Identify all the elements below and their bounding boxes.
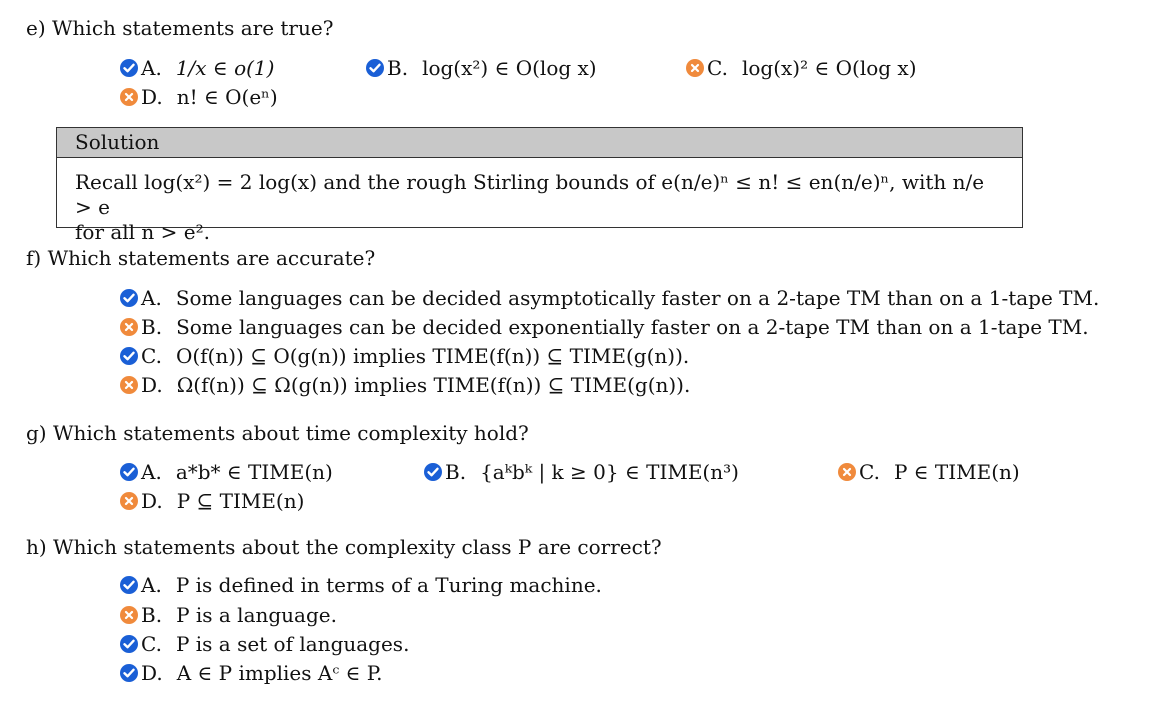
option-text: P ∈ TIME(n) <box>893 460 1020 484</box>
option-text: P is a language. <box>176 603 337 627</box>
option-text: log(x²) ∈ O(log x) <box>422 56 597 80</box>
option-h-c[interactable] <box>120 632 409 656</box>
check-icon <box>120 59 138 77</box>
cross-icon <box>120 606 138 624</box>
option-letter: C. <box>141 632 162 656</box>
solution-line-2: for all n > e². <box>75 220 210 244</box>
question-e-label: e) Which statements are true? <box>26 16 334 40</box>
option-letter: A. <box>141 460 162 484</box>
question-h-label: h) Which statements about the complexity class P are correct? <box>26 535 662 559</box>
option-letter: D. <box>141 373 163 397</box>
option-g-a[interactable] <box>120 460 333 484</box>
option-text: {aᵏbᵏ | k ≥ 0} ∈ TIME(n³) <box>480 460 739 484</box>
option-e-d[interactable] <box>120 85 278 109</box>
option-f-d[interactable] <box>120 373 690 397</box>
option-f-c[interactable] <box>120 344 689 368</box>
option-letter: A. <box>141 286 162 310</box>
option-text: n! ∈ O(eⁿ) <box>176 85 278 109</box>
cross-icon <box>120 376 138 394</box>
option-e-a[interactable] <box>120 56 274 80</box>
check-icon <box>120 635 138 653</box>
option-letter: D. <box>141 661 163 685</box>
option-f-a[interactable] <box>120 286 1099 310</box>
option-letter: D. <box>141 489 163 513</box>
option-letter: D. <box>141 85 163 109</box>
solution-body <box>57 158 1022 245</box>
question-g-label: g) Which statements about time complexity hold? <box>26 421 529 445</box>
option-letter: C. <box>141 344 162 368</box>
option-letter: C. <box>859 460 880 484</box>
option-text: Some languages can be decided asymptotically faster on a 2-tape TM than on a 1-tape TM. <box>175 286 1100 310</box>
option-letter: B. <box>141 315 163 339</box>
check-icon <box>120 576 138 594</box>
option-text: A ∈ P implies Aᶜ ∈ P. <box>176 661 383 685</box>
option-text: P ⊆ TIME(n) <box>176 489 305 513</box>
option-f-b[interactable] <box>120 315 1089 339</box>
check-icon <box>120 289 138 307</box>
option-e-b[interactable] <box>366 56 597 80</box>
cross-icon <box>838 463 856 481</box>
option-h-b[interactable] <box>120 603 337 627</box>
solution-box <box>56 127 1023 244</box>
option-text: Some languages can be decided exponentially faster on a 2-tape TM than on a 1-tape TM. <box>176 315 1089 339</box>
option-text: a*b* ∈ TIME(n) <box>175 460 333 484</box>
check-icon <box>120 463 138 481</box>
option-text: log(x)² ∈ O(log x) <box>741 56 917 80</box>
option-letter: A. <box>141 573 162 597</box>
option-letter: B. <box>445 460 467 484</box>
solution-title: Solution <box>57 128 1022 158</box>
cross-icon <box>120 88 138 106</box>
check-icon <box>120 347 138 365</box>
option-text: P is a set of languages. <box>175 632 410 656</box>
option-h-a[interactable] <box>120 573 602 597</box>
check-icon <box>366 59 384 77</box>
cross-icon <box>120 492 138 510</box>
option-g-b[interactable] <box>424 460 739 484</box>
option-letter: B. <box>141 603 163 627</box>
option-e-c[interactable] <box>686 56 917 80</box>
option-g-c[interactable] <box>838 460 1020 484</box>
option-letter: C. <box>707 56 728 80</box>
option-letter: A. <box>141 56 162 80</box>
cross-icon <box>120 318 138 336</box>
solution-line-1: Recall log(x²) = 2 log(x) and the rough Stirling bounds of e(n/e)ⁿ ≤ n! ≤ en(n/e)ⁿ, with n/e > e <box>75 170 985 219</box>
option-text: 1/x ∈ o(1) <box>175 56 275 80</box>
option-g-d[interactable] <box>120 489 304 513</box>
check-icon <box>120 664 138 682</box>
option-text: O(f(n)) ⊆ O(g(n)) implies TIME(f(n)) ⊆ TIME(g(n)). <box>175 344 690 368</box>
option-letter: B. <box>387 56 409 80</box>
option-h-d[interactable] <box>120 661 383 685</box>
question-f-label: f) Which statements are accurate? <box>26 246 376 270</box>
option-text: Ω(f(n)) ⊆ Ω(g(n)) implies TIME(f(n)) ⊆ TIME(g(n)). <box>176 373 691 397</box>
cross-icon <box>686 59 704 77</box>
option-text: P is defined in terms of a Turing machine. <box>175 573 602 597</box>
check-icon <box>424 463 442 481</box>
